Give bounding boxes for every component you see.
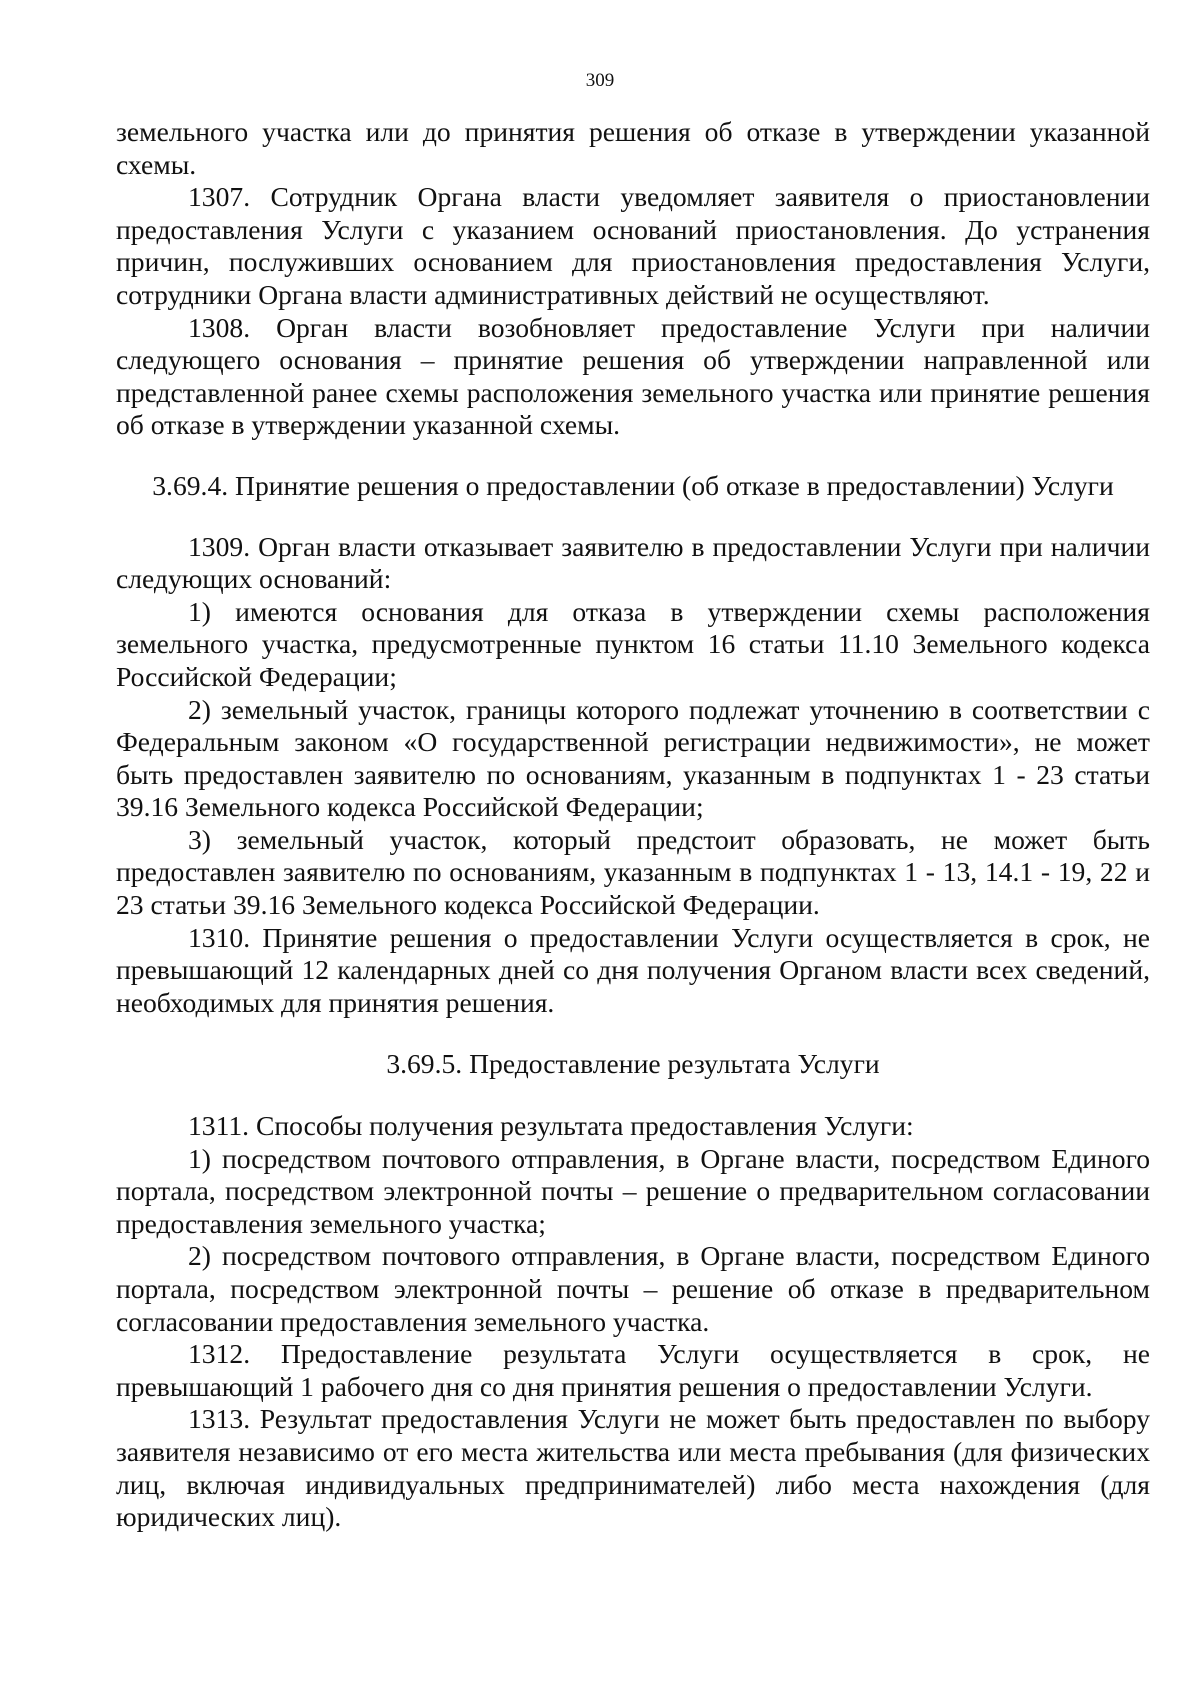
paragraph-1307: 1307. Сотрудник Органа власти уведомляет заявителя о приостановлении предоставления Услуги с указанием оснований приостановления. До устранения причин, послуживших основанием для приостановления предоставления Услуги, сотрудники Органа власти административных действий не осуществляют. [116,181,1150,310]
section-heading-3-69-4: 3.69.4. Принятие решения о предоставлении (об отказе в предоставлении) Услуги [152,469,1114,501]
paragraph-1309: 1309. Орган власти отказывает заявителю в предоставлении Услуги при наличии следующих оснований: [116,530,1150,595]
paragraph-continuation: земельного участка или до принятия решения об отказе в утверждении указанной схемы. [116,116,1150,180]
paragraph-1309-item-3: 3) земельный участок, который предстоит образовать, не может быть предоставлен заявителю по основаниям, указанным в подпунктах 1 - 13, 14.1 - 19, 22 и 23 статьи 39.16 Земельного кодекса Российской Федерации. [116,823,1150,921]
paragraph-1310: 1310. Принятие решения о предоставлении Услуги осуществляется в срок, не превышающий 12 календарных дней со дня получения Органом власти всех сведений, необходимых для принятия решения. [116,921,1150,1018]
section-heading-3-69-5: 3.69.5. Предоставление результата Услуги [386,1048,880,1080]
paragraph-1313: 1313. Результат предоставления Услуги не может быть предоставлен по выбору заявителя независимо от его места жительства или места пребывания (для физических лиц, включая индивидуальных предпринимателей) либо места нахождения (для юридических лиц). [116,1403,1150,1533]
document-body [116,116,1150,1534]
paragraph-1308: 1308. Орган власти возобновляет предоставление Услуги при наличии следующего основания – принятие решения об утверждении направленной или представленной ранее схемы расположения земельного участка или принятие решения об отказе в утверждении указанной схемы. [116,311,1150,441]
paragraph-1309-item-2: 2) земельный участок, границы которого подлежат уточнению в соответствии с Федеральным законом «О государственной регистрации недвижимости», не может быть предоставлен заявителю по основаниям, указанным в подпунктах 1 - 23 статьи 39.16 Земельного кодекса Российской Федерации; [116,693,1150,823]
page-number: 309 [585,70,615,91]
paragraph-1311-item-1: 1) посредством почтового отправления, в Органе власти, посредством Единого портала, посредством электронной почты – решение о предварительном согласовании предоставления земельного участка; [116,1142,1150,1239]
paragraph-1311-item-2: 2) посредством почтового отправления, в Органе власти, посредством Единого портала, посредством электронной почты – решение об отказе в предварительном согласовании предоставления земельного участка. [116,1240,1150,1337]
paragraph-1311: 1311. Способы получения результата предоставления Услуги: [188,1110,914,1142]
paragraph-1309-item-1: 1) имеются основания для отказа в утверждении схемы расположения земельного участка, предусмотренные пунктом 16 статьи 11.10 Земельного кодекса Российской Федерации; [116,595,1150,692]
paragraph-1312: 1312. Предоставление результата Услуги осуществляется в срок, не превышающий 1 рабочего дня со дня принятия решения о предоставлении Услуги. [116,1338,1150,1402]
